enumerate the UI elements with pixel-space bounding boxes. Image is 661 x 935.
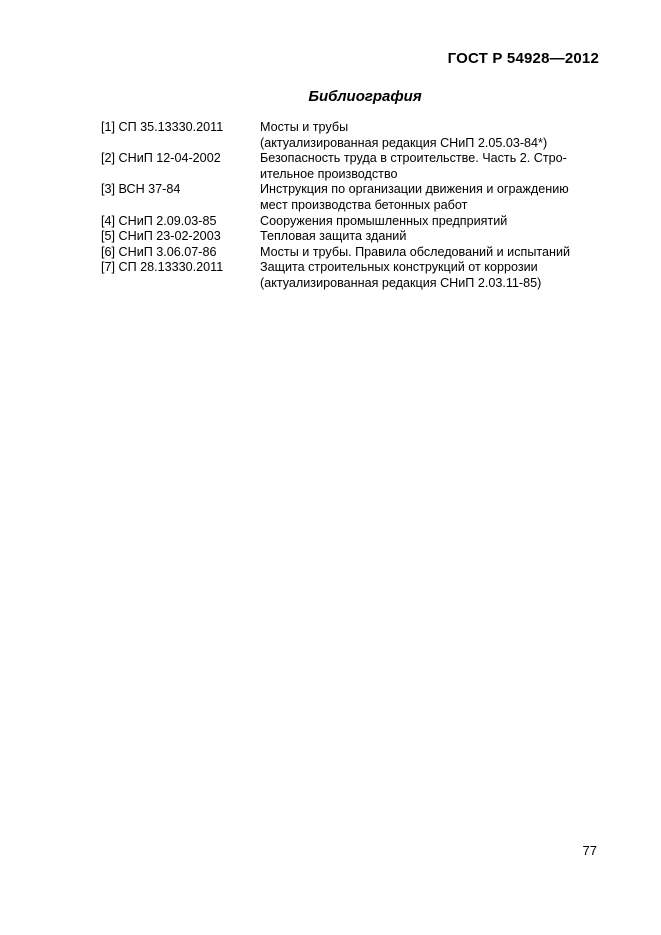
- bibliography-entry: [101, 214, 601, 230]
- reference-code: [2] СНиП 12-04-2002: [101, 151, 221, 166]
- section-title: Библиография: [308, 88, 422, 105]
- reference-title-line: ительное производство: [260, 166, 398, 181]
- reference-code: [4] СНиП 2.09.03-85: [101, 213, 217, 228]
- reference-title: [260, 260, 601, 291]
- reference-title-line: (актуализированная редакция СНиП 2.03.11-85): [260, 275, 542, 290]
- reference-title: [260, 120, 601, 151]
- bibliography-entry: [101, 260, 601, 291]
- reference-title-line: Сооружения промышленных предприятий: [260, 213, 508, 228]
- bibliography-entry: [101, 182, 601, 213]
- reference-title-line: Инструкция по организации движения и ограждению: [260, 182, 569, 197]
- reference-title-line: Тепловая защита зданий: [260, 229, 407, 244]
- bibliography-entry: [101, 120, 601, 151]
- reference-title: [260, 229, 601, 245]
- reference-title: [260, 151, 601, 182]
- reference-title: [260, 245, 601, 261]
- reference-code: [7] СП 28.13330.2011: [101, 260, 224, 275]
- reference-code: [6] СНиП 3.06.07-86: [101, 244, 217, 259]
- reference-title-line: Безопасность труда в строительстве. Часть 2. Стро-: [260, 151, 567, 166]
- page-number: 77: [582, 843, 597, 858]
- reference-title-line: (актуализированная редакция СНиП 2.05.03-84*): [260, 135, 548, 150]
- bibliography-entry: [101, 151, 601, 182]
- reference-code: [1] СП 35.13330.2011: [101, 120, 224, 134]
- reference-title: [260, 182, 601, 213]
- bibliography-list: [101, 120, 601, 292]
- reference-title-line: Мосты и трубы. Правила обследований и испытаний: [260, 244, 571, 259]
- reference-title-line: Мосты и трубы: [260, 120, 349, 134]
- reference-title: [260, 214, 601, 230]
- document-header: ГОСТ Р 54928—2012: [447, 50, 599, 67]
- reference-code: [5] СНиП 23-02-2003: [101, 229, 221, 244]
- reference-title-line: Защита строительных конструкций от коррозии: [260, 260, 538, 275]
- reference-code: [3] ВСН 37-84: [101, 182, 181, 197]
- bibliography-entry: [101, 245, 601, 261]
- reference-title-line: мест производства бетонных работ: [260, 197, 468, 212]
- bibliography-entry: [101, 229, 601, 245]
